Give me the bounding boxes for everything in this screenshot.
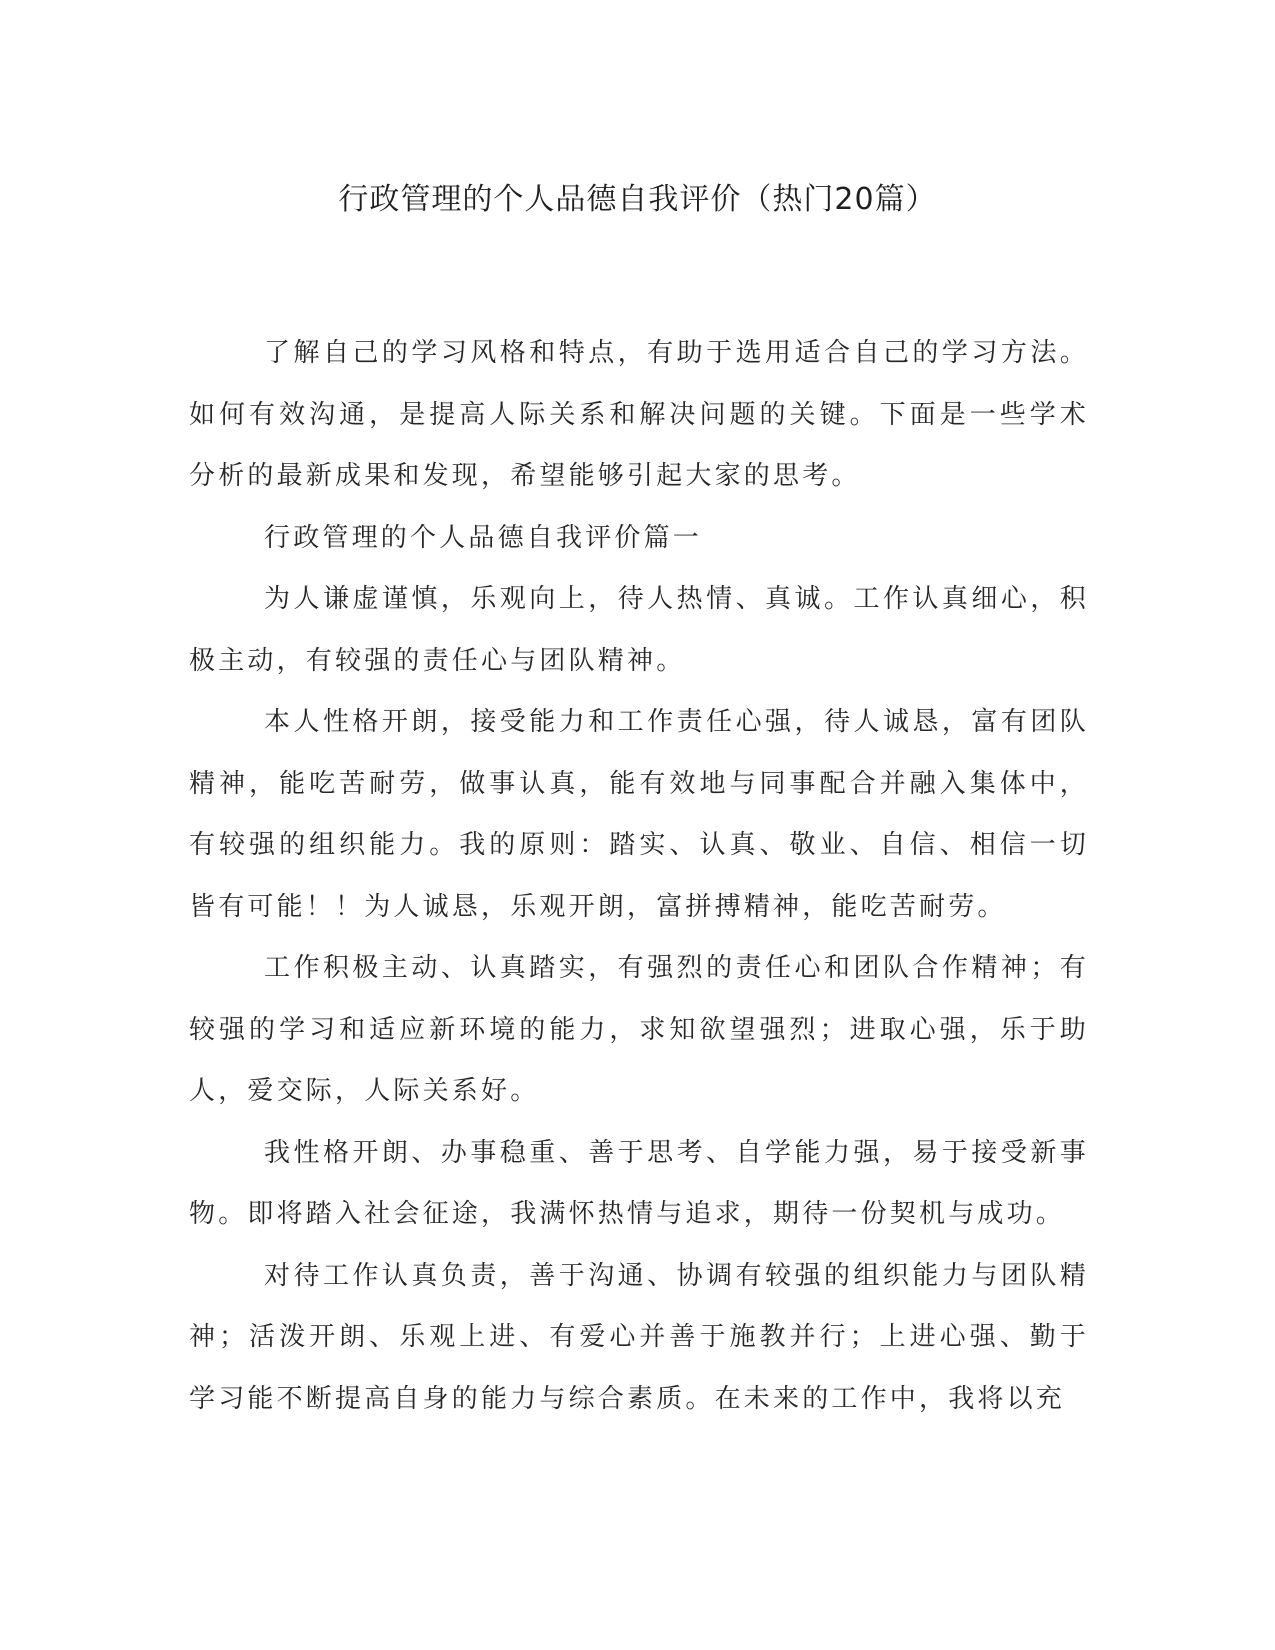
document-title: 行政管理的个人品德自我评价（热门20篇） xyxy=(338,182,937,217)
section-heading: 行政管理的个人品德自我评价篇一 xyxy=(264,522,703,553)
body-paragraph: 我性格开朗、办事稳重、善于思考、自学能力强，易于接受新事物。即将踏入社会征途，我满怀热情与追求，期待一份契机与成功。 xyxy=(189,1137,1089,1229)
body-paragraph: 为人谦虚谨慎，乐观向上，待人热情、真诚。工作认真细心，积极主动，有较强的责任心与团队精神。 xyxy=(189,584,1089,676)
body-paragraph: 本人性格开朗，接受能力和工作责任心强，待人诚恳，富有团队精神，能吃苦耐劳，做事认真，能有效地与同事配合并融入集体中，有较强的组织能力。我的原则：踏实、认真、敬业、自信、相信一切皆有可能！！为人诚恳，乐观开朗，富拼搏精神，能吃苦耐劳。 xyxy=(189,707,1089,922)
body-paragraph: 对待工作认真负责，善于沟通、协调有较强的组织能力与团队精神；活泼开朗、乐观上进、有爱心并善于施教并行；上进心强、勤于学习能不断提高自身的能力与综合素质。在未来的工作中，我将以充 xyxy=(189,1260,1089,1414)
body-paragraph: 工作积极主动、认真踏实，有强烈的责任心和团队合作精神；有较强的学习和适应新环境的能力，求知欲望强烈；进取心强，乐于助人，爱交际，人际关系好。 xyxy=(189,953,1089,1106)
document-body xyxy=(189,323,1089,1430)
intro-paragraph: 了解自己的学习风格和特点，有助于选用适合自己的学习方法。如何有效沟通，是提高人际关系和解决问题的关键。下面是一些学术分析的最新成果和发现，希望能够引起大家的思考。 xyxy=(189,338,1089,491)
